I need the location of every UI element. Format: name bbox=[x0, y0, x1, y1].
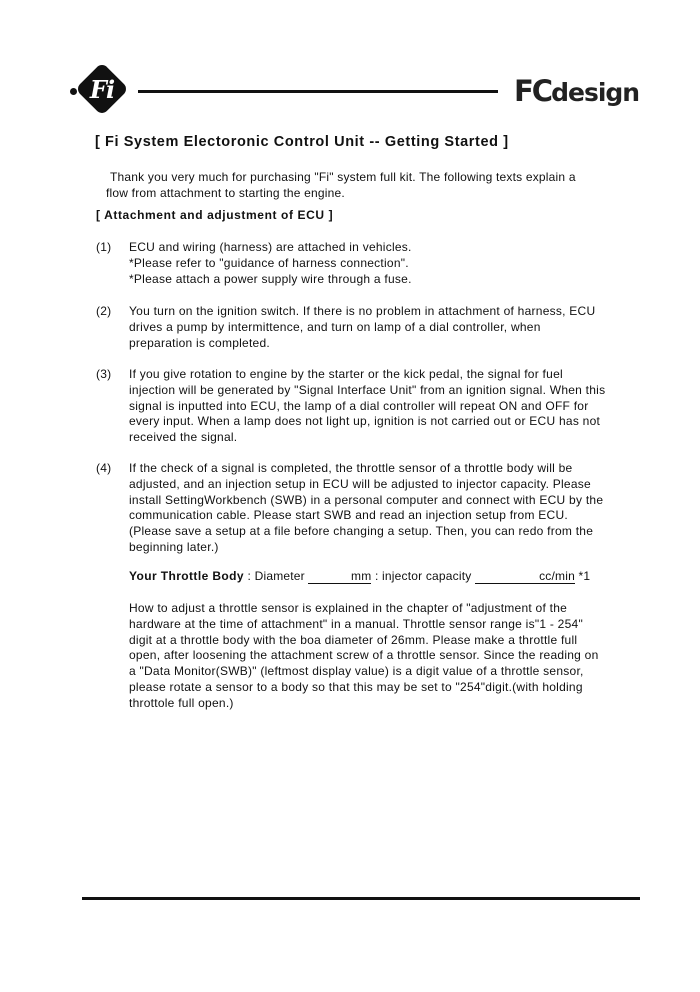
page-title: [ Fi System Electoronic Control Unit -- Getting Started ] bbox=[95, 134, 509, 150]
capacity-blank bbox=[475, 569, 575, 584]
item-line: If the check of a signal is completed, the throttle sensor of a throttle body will be bbox=[129, 461, 573, 475]
paragraph-line: digit at a throttle body with the boa diameter of 26mm. Please make a throttle full bbox=[129, 632, 578, 647]
item-line: install SettingWorkbench (SWB) in a personal computer and connect with ECU by the bbox=[129, 492, 604, 507]
paragraph-line: please rotate a sensor to a body so that this may be set to "254"digit.(with holding bbox=[129, 679, 583, 694]
item-number: (4) bbox=[96, 461, 112, 475]
item-line: preparation is completed. bbox=[129, 335, 270, 350]
item-line: *Please refer to "guidance of harness connection". bbox=[129, 255, 409, 270]
item-number: (1) bbox=[96, 240, 112, 254]
fc-logo-design: design bbox=[551, 78, 640, 107]
diameter-label: : Diameter bbox=[243, 569, 309, 583]
item-line: signal is inputted into ECU, the lamp of a dial controller will repeat ON and OFF for bbox=[129, 398, 589, 413]
fc-design-logo bbox=[514, 74, 639, 110]
item-line: If you give rotation to engine by the starter or the kick pedal, the signal for fuel bbox=[129, 367, 563, 381]
item-line: adjusted, and an injection setup in ECU will be adjusted to injector capacity. Please bbox=[129, 476, 591, 491]
diameter-unit: mm bbox=[351, 569, 372, 583]
paragraph-line: hardware at the time of attachment" in a manual. Throttle sensor range is"1 - 254" bbox=[129, 616, 583, 631]
intro-line: flow from attachment to starting the engine. bbox=[106, 186, 345, 200]
section-heading: [ Attachment and adjustment of ECU ] bbox=[96, 208, 334, 222]
item-line: *Please attach a power supply wire through a fuse. bbox=[129, 271, 412, 286]
item-number: (2) bbox=[96, 304, 112, 318]
item-line: ECU and wiring (harness) are attached in vehicles. bbox=[129, 240, 412, 254]
throttle-body-line bbox=[129, 569, 590, 584]
adjustment-paragraph bbox=[129, 601, 639, 712]
footnote-marker: *1 bbox=[574, 569, 591, 583]
fc-logo-mark: FC bbox=[514, 74, 552, 108]
paragraph-line: How to adjust a throttle sensor is explained in the chapter of "adjustment of the bbox=[129, 601, 568, 615]
item-body bbox=[129, 367, 629, 446]
fi-logo-text: Fi bbox=[89, 74, 115, 104]
throttle-body-label: Your Throttle Body bbox=[129, 569, 244, 583]
item-line: every input. When a lamp does not light up, ignition is not carried out or ECU has not bbox=[129, 414, 601, 429]
capacity-label: : injector capacity bbox=[371, 569, 475, 583]
item-body bbox=[129, 240, 629, 287]
paragraph-line: a "Data Monitor(SWB)" (leftmost display value) is a digit value of a throttle sensor, bbox=[129, 664, 584, 679]
intro-paragraph bbox=[106, 169, 636, 201]
item-number: (3) bbox=[96, 367, 112, 381]
footer-rule bbox=[82, 897, 640, 900]
item-line: beginning later.) bbox=[129, 539, 219, 554]
item-body bbox=[129, 461, 629, 556]
item-body bbox=[129, 304, 629, 351]
fi-logo bbox=[70, 64, 130, 118]
item-line: received the signal. bbox=[129, 430, 238, 445]
capacity-unit: cc/min bbox=[539, 569, 575, 583]
intro-line: Thank you very much for purchasing "Fi" system full kit. The following texts explain a bbox=[110, 170, 576, 184]
item-line: You turn on the ignition switch. If there is no problem in attachment of harness, ECU bbox=[129, 304, 596, 318]
item-line: drives a pump by intermittence, and turn on lamp of a dial controller, when bbox=[129, 319, 541, 334]
diameter-blank bbox=[308, 569, 371, 584]
item-line: injection will be generated by "Signal Interface Unit" from an ignition signal. When this bbox=[129, 382, 606, 397]
item-line: (Please save a setup at a file before changing a setup. Then, you can redo from the bbox=[129, 524, 594, 539]
header-rule bbox=[138, 90, 498, 93]
item-line: communication cable. Please start SWB and read an injection setup from ECU. bbox=[129, 508, 568, 523]
paragraph-line: open, after loosening the attachment screw of a throttle sensor. Since the reading on bbox=[129, 648, 599, 663]
logo-dot bbox=[70, 88, 77, 95]
paragraph-line: throttole full open.) bbox=[129, 695, 234, 710]
page-header bbox=[0, 0, 700, 130]
